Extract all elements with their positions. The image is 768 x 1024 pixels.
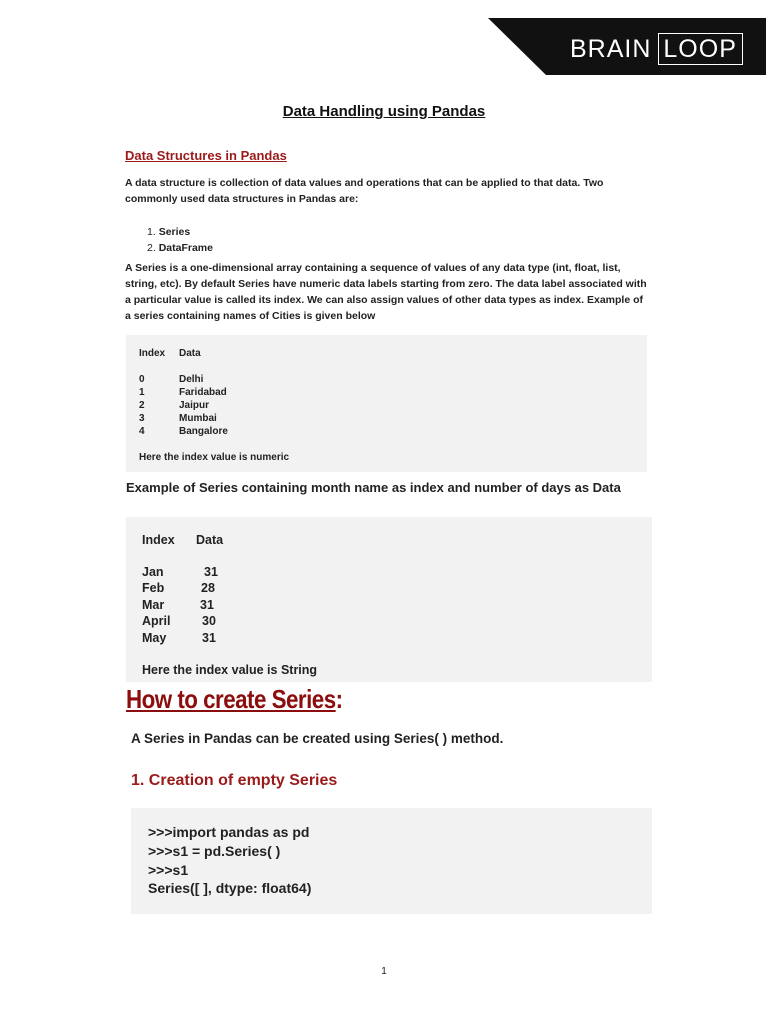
table-cell-data: 30 bbox=[202, 614, 216, 628]
table-cell-index: Feb bbox=[142, 581, 165, 595]
table-header-data: Data bbox=[196, 533, 224, 547]
table-cell-index: 0 bbox=[139, 374, 145, 385]
list-item: 1. Series bbox=[147, 226, 191, 238]
table-cell-data: Delhi bbox=[179, 374, 204, 385]
table-cell-data: 28 bbox=[201, 581, 215, 595]
table-cell-data: Bangalore bbox=[179, 426, 228, 437]
table-cell-index: 4 bbox=[139, 426, 145, 437]
list-item: 2. DataFrame bbox=[147, 242, 213, 254]
table-header-index: Index bbox=[142, 533, 175, 547]
document-title: Data Handling using Pandas bbox=[282, 103, 486, 120]
table-cell-index: April bbox=[142, 614, 171, 628]
table-cell-index: 1 bbox=[139, 387, 145, 398]
table-cell-index: 2 bbox=[139, 400, 145, 411]
table-cell-index: Mar bbox=[142, 598, 165, 612]
structure-list bbox=[147, 224, 213, 256]
empty-series-subheading: 1. Creation of empty Series bbox=[131, 772, 338, 789]
table-header-data: Data bbox=[179, 348, 201, 359]
code-line: >>>s1 = pd.Series( ) bbox=[148, 843, 281, 859]
table-cell-data: 31 bbox=[204, 565, 218, 579]
box-footnote: Here the index value is numeric bbox=[139, 452, 290, 463]
code-line: >>>import pandas as pd bbox=[148, 824, 310, 840]
series-description: A Series is a one-dimensional array containing a sequence of values of any data type (int, float, list, string, etc). By default Series have numeric data labels starting from zero. The data label associated with a particular value is called its index. We can also assign values of other data types as index. Example of a series containing names of Cities is given below bbox=[125, 262, 647, 322]
brand-logo-right: LOOP bbox=[658, 33, 742, 65]
example-caption: Example of Series containing month name as index and number of days as Data bbox=[126, 480, 621, 495]
page-number: 1 bbox=[381, 966, 387, 977]
table-cell-index: Jan bbox=[142, 565, 164, 579]
create-series-heading-colon: : bbox=[335, 684, 343, 714]
table-cell-index: May bbox=[142, 631, 167, 645]
brand-logo-left: BRAIN bbox=[570, 34, 652, 63]
table-cell-data: 31 bbox=[200, 598, 214, 612]
create-series-heading-text: How to create Series bbox=[126, 684, 336, 714]
table-cell-data: 31 bbox=[202, 631, 216, 645]
section-heading: Data Structures in Pandas bbox=[125, 148, 287, 163]
table-cell-data: Jaipur bbox=[179, 400, 210, 411]
create-series-heading bbox=[126, 684, 343, 715]
intro-paragraph: A data structure is collection of data values and operations that can be applied to that data. Two commonly used data structures in Pandas are: bbox=[125, 177, 604, 205]
table-cell-data: Faridabad bbox=[179, 387, 227, 398]
box-footnote: Here the index value is String bbox=[142, 663, 318, 677]
create-series-intro: A Series in Pandas can be created using Series( ) method. bbox=[131, 731, 504, 746]
table-cell-data: Mumbai bbox=[179, 413, 217, 424]
table-header-index: Index bbox=[139, 348, 166, 359]
code-line: Series([ ], dtype: float64) bbox=[148, 880, 312, 896]
code-line: >>>s1 bbox=[148, 862, 189, 878]
brand-logo bbox=[570, 32, 743, 66]
table-cell-index: 3 bbox=[139, 413, 145, 424]
